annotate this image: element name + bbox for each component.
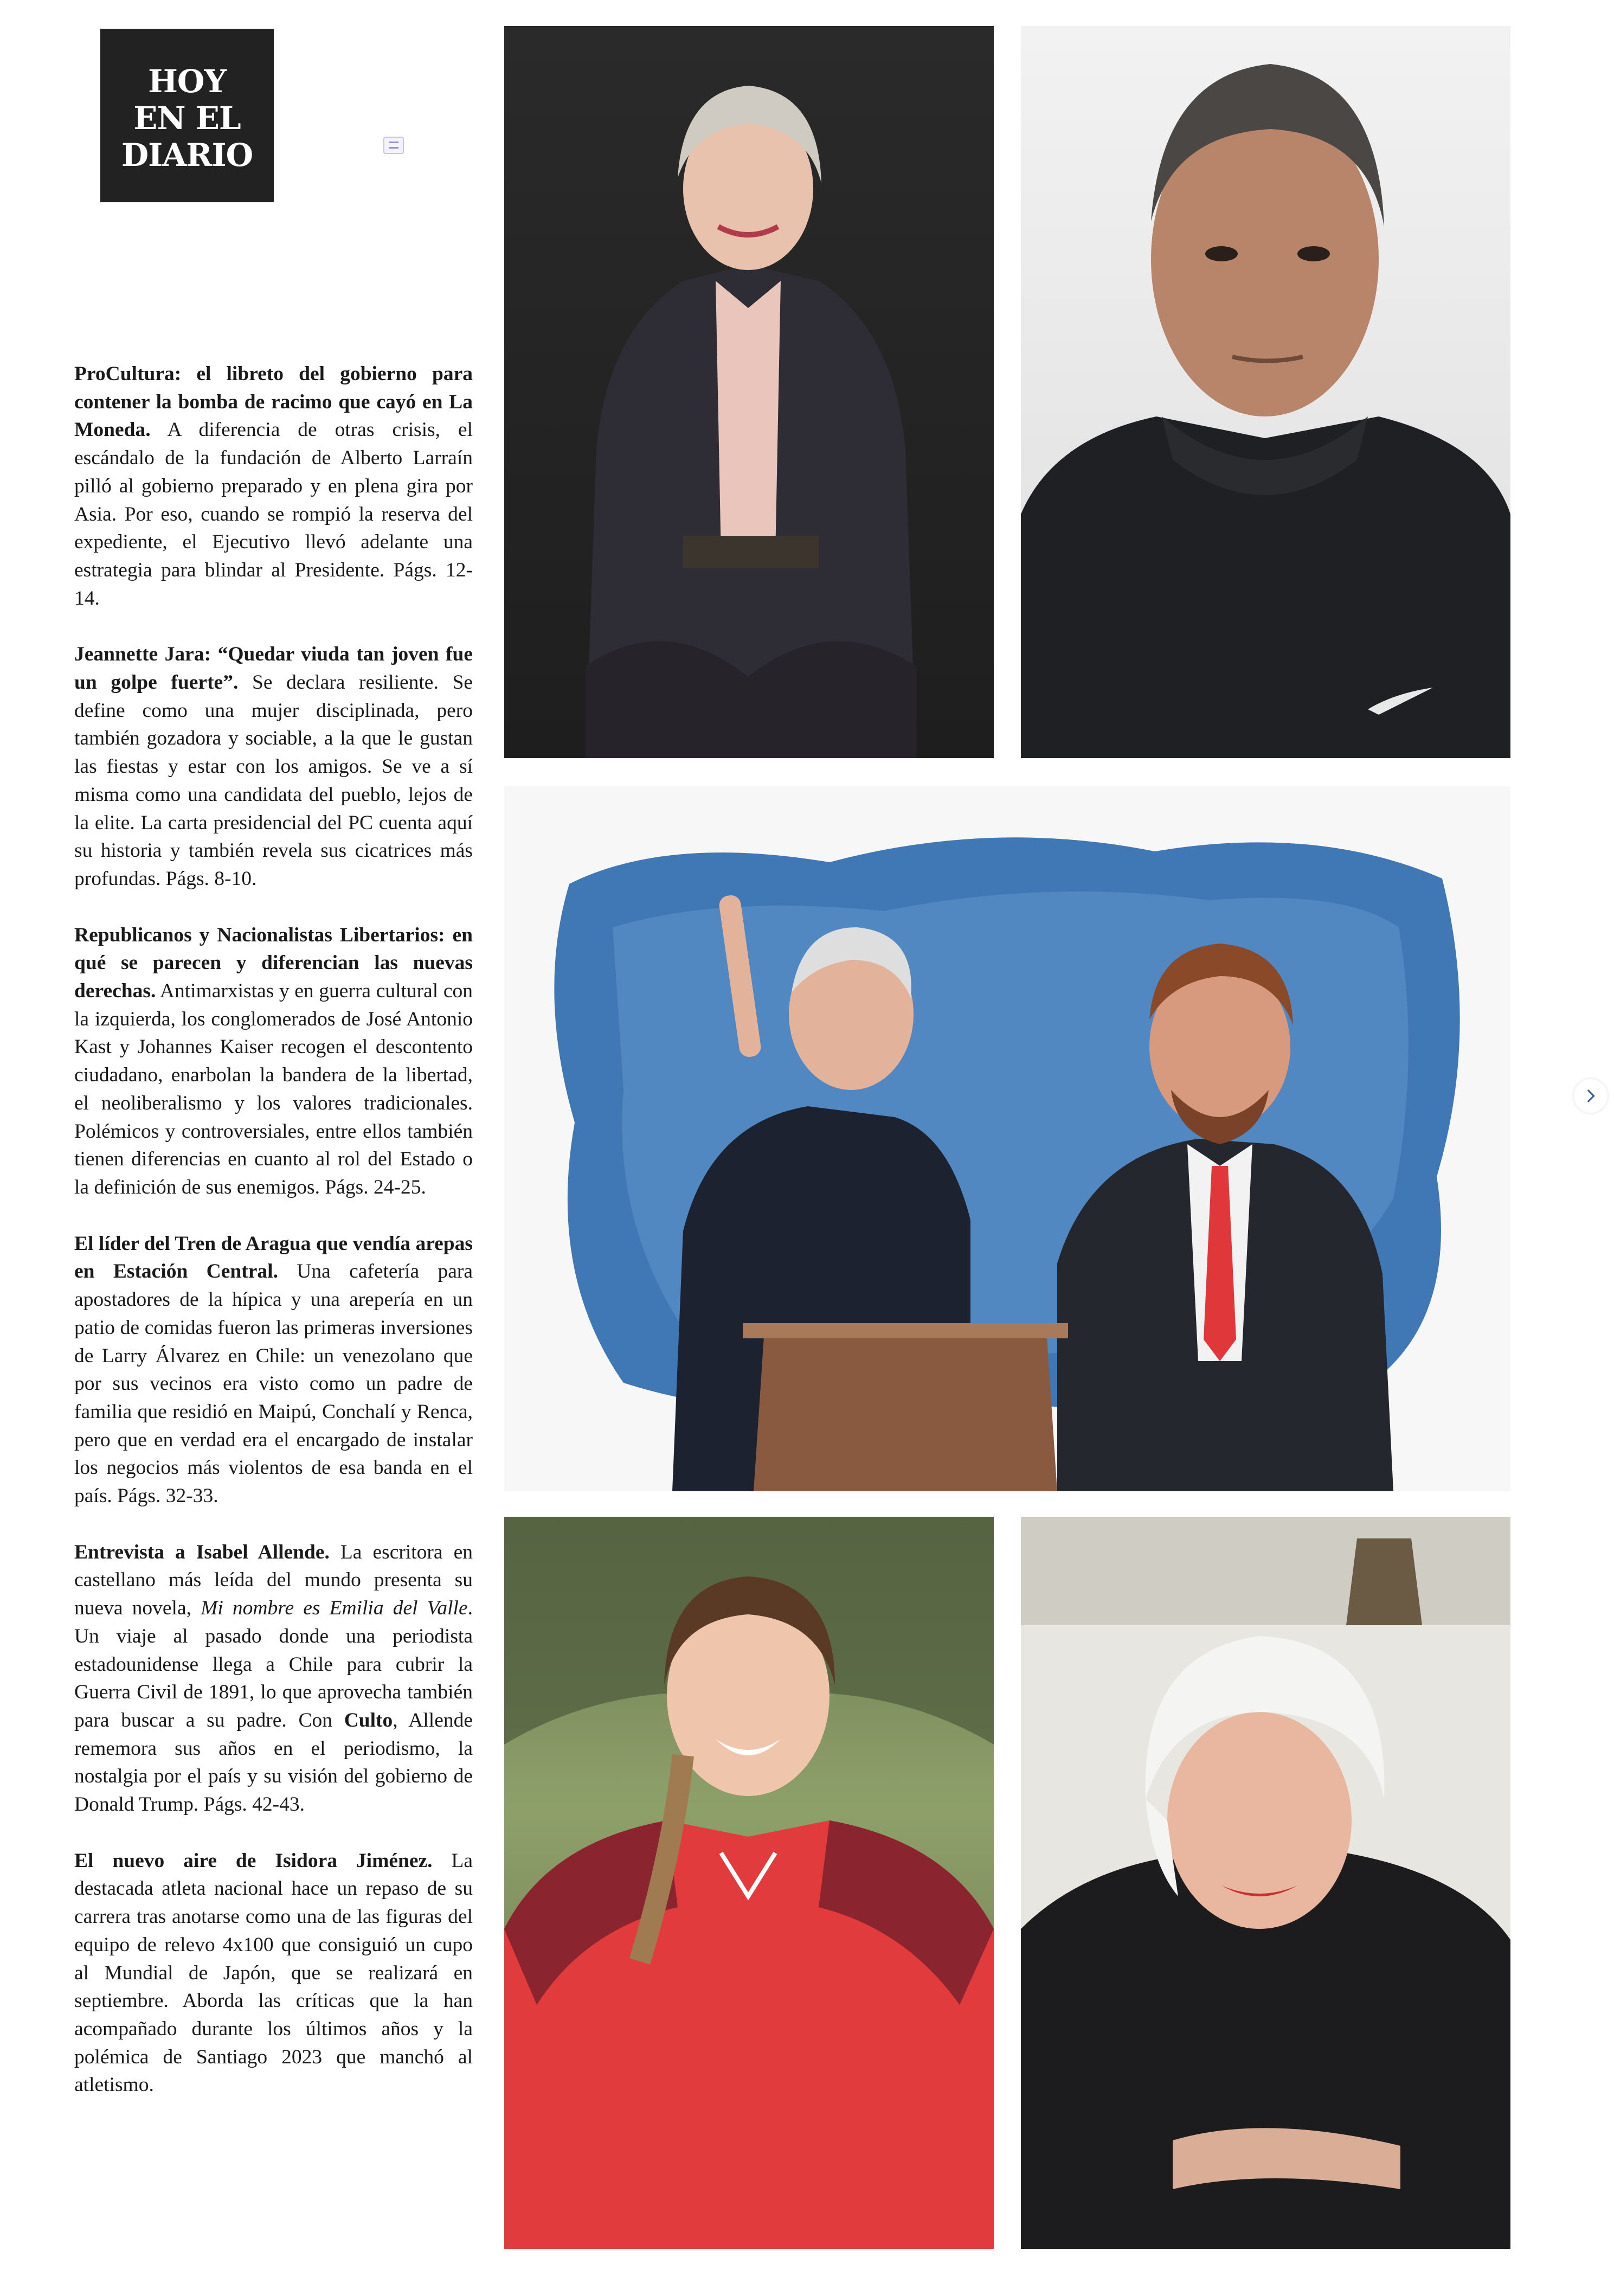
article-headline: Jeannette Jara: “Quedar viuda tan joven fue un golpe fuerte”. <box>74 643 473 694</box>
photo-man-hoodie <box>1021 26 1510 758</box>
article-headline: Entrevista a Isabel Allende. <box>74 1541 330 1563</box>
novel-title: Mi nombre es Emilia del Valle <box>201 1597 468 1620</box>
article-procultura[interactable] <box>74 360 473 612</box>
article-body: , Allende rememora sus años en el periodismo, la nostalgia por el país y su visión del gobierno de Donald Trump. Págs. 42-43. <box>74 1709 473 1816</box>
article-body: Una cafetería para apostadores de la hípica y una arepería en un patio de comidas fueron las primeras inversiones de Larry Álvarez en Chile: un venezolano que por sus vecinos era visto como un padre de familia que residió en Maipú, Conchalí y Renca, pero que en verdad era el encargado de instalar los negocios más violentos de esa banda en el país. Págs. 32-33. <box>74 1260 473 1508</box>
article-headline: ProCultura: el libreto del gobierno para contener la bomba de racimo que cayó en La Moneda. <box>74 363 473 441</box>
masthead-line-3: DIARIO <box>121 137 253 174</box>
masthead-line-1: HOY <box>148 63 226 100</box>
note-icon[interactable] <box>383 137 404 154</box>
article-list <box>74 360 473 2127</box>
article-headline: Republicanos y Nacionalistas Libertarios: en qué se parecen y diferencian las nuevas derechas. <box>74 923 473 1003</box>
photo-isidora-jimenez <box>504 1517 994 2249</box>
article-headline: El nuevo aire de Isidora Jiménez. <box>74 1849 433 1872</box>
next-page-button[interactable] <box>1574 1079 1607 1113</box>
photo-jeannette-jara <box>504 26 994 758</box>
article-body: La escritora en castellano más leída del mundo presenta su nueva novela, <box>74 1541 473 1620</box>
article-jeannette-jara[interactable] <box>74 640 473 893</box>
article-body: Antimarxistas y en guerra cultural con la izquierda, los conglomerados de José Antonio Kast y Johannes Kaiser recogen el descontento ciudadano, enarbolan la bandera de la libertad, el neoliberalismo y los valores tradicionales. Polémicos y controversiales, entre ellos también tienen diferencias en cuanto al rol del Estado o la definición de sus enemigos. Págs. 24-25. <box>74 980 473 1198</box>
article-republicanos[interactable] <box>74 921 473 1202</box>
article-tren-de-aragua[interactable] <box>74 1230 473 1510</box>
article-headline: El líder del Tren de Aragua que vendía arepas en Estación Central. <box>74 1232 473 1283</box>
article-body: Se declara resiliente. Se define como una mujer disciplinada, pero también gozadora y sociable, a la que le gustan las fiestas y estar con los amigos. Se ve a sí misma como una candidata del pueblo, lejos de la elite. La carta presidencial del PC cuenta aquí su historia y también revela sus cicatrices más profundas. Págs. 8-10. <box>74 671 473 890</box>
article-body: La destacada atleta nacional hace un repaso de su carrera tras anotarse como una de las figuras del equipo de relevo 4x100 que consiguió un cupo al Mundial de Japón, que se realizará en septiembre. Aborda las críticas que la han acompañado durante los últimos años y la polémica de Santiago 2023 que manchó al atletismo. <box>74 1849 473 2096</box>
chevron-right-icon <box>1581 1087 1600 1105</box>
section-name-culto: Culto <box>344 1709 393 1731</box>
masthead-hoy-en-el-diario <box>100 29 274 202</box>
article-isidora-jimenez[interactable] <box>74 1847 473 2099</box>
article-body: . Un viaje al pasado donde una periodista estadounidense llega a Chile para cubrir la Guerra Civil de 1891, lo que aprovecha también para buscar a su padre. Con <box>74 1597 473 1731</box>
article-isabel-allende[interactable] <box>74 1538 473 1819</box>
masthead-line-2: EN EL <box>133 100 241 137</box>
photo-isabel-allende <box>1021 1517 1510 2249</box>
photo-politicians-watercolor <box>504 786 1510 1491</box>
article-body: A diferencia de otras crisis, el escándalo de la fundación de Alberto Larraín pilló al gobierno preparado y en plena gira por Asia. Por eso, cuando se rompió la reserva del expediente, el Ejecutivo llevó adelante una estrategia para blindar al Presidente. Págs. 12-14. <box>74 419 473 610</box>
